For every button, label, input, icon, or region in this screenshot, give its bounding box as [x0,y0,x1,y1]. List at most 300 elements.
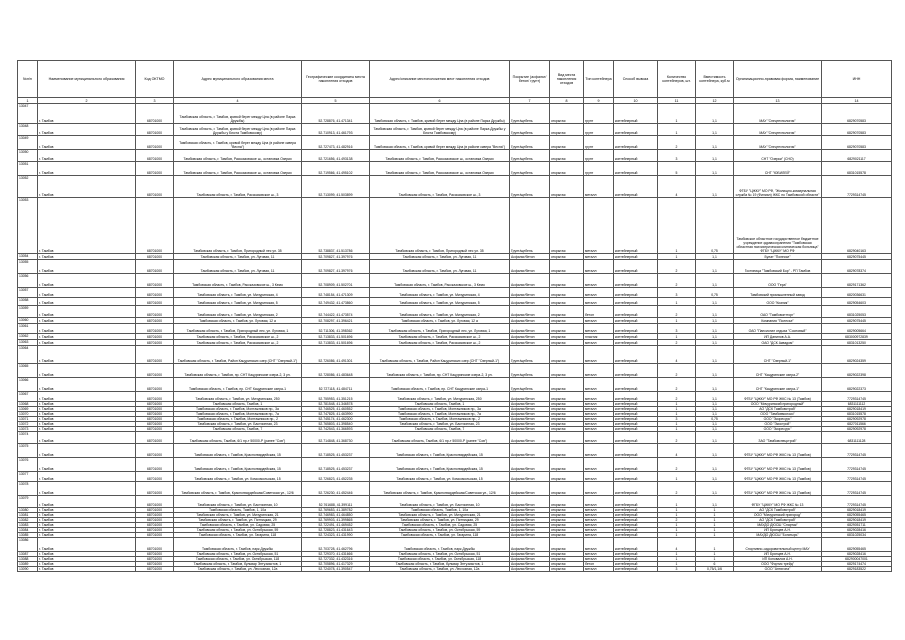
coordinates: 52.781548, 41.346578 [302,402,370,407]
site-address: Тамбовская область, г. Тамбов, ул. Октябрьская, 51 [174,552,302,557]
municipality-name: г. Тамбов [38,176,136,198]
location-description: Тамбовская область, г. Тамбов, кривой берег между Цна (в районе сквера "Весна") [370,136,510,150]
surface-cover: Асфальт/бетон [510,562,550,567]
container-volume: 1,1 [696,162,734,176]
container-volume: 1,1 [696,324,734,334]
municipality-name: г. Тамбов [38,482,136,496]
column-header: Покрытие (асфальт/бетон/ грунт) [510,61,550,98]
container-count: 1 [658,523,696,528]
inn-code: 7729314745 [822,444,892,458]
table-row [18,513,892,518]
column-number: 7 [510,98,550,104]
inn-code: 6829092978 [822,417,892,422]
coordinates: 52.769903, 41.399865 [302,518,370,523]
inn-code: 6831025034 [822,533,892,538]
removal-method: контейнерный [614,518,658,523]
site-address: Тамбовская область, г. Тамбов, парк Дружбы [174,538,302,552]
container-volume: 1,1 [696,378,734,392]
site-address: Тамбовская область, г. Тамбов, кривой берег между Цна (в районе Парка Дружбы у Бюста Тамбовскому) [174,124,302,136]
municipality-name: г. Тамбов [38,162,136,176]
table-row [18,176,892,198]
municipality-name: г. Тамбов [38,124,136,136]
row-number: 13062 [18,334,38,340]
inn-code: 6829028416 [822,552,892,557]
container-volume: 1,1 [696,298,734,306]
column-header: Адрес муниципального образования места [174,61,302,98]
site-kind: открытая [550,318,584,324]
site-address: Тамбовская область, г. Тамбов, пр. СНТ Кацуринские озера-2, 3 ул. [174,364,302,378]
site-address: Тамбовская область, г. Тамбов, Красногвардейская, 15 [174,444,302,458]
site-kind: открытая [550,472,584,482]
municipality-name: г. Тамбов [38,298,136,306]
site-address: Тамбовская область, г. Тамбов, кривой берег между Цна (в районе Парка Дружбы) [174,104,302,124]
coordinates: 52.742543, 41.366593 [302,427,370,432]
table-row [18,508,892,513]
inn-code: 6829171362 [822,274,892,288]
location-description: Тамбовская область, г. Тамбов, ул. Октябрьская, 59 [370,528,510,533]
row-number: 13076 [18,458,38,472]
container-type: металл [584,528,614,533]
row-number: 13084 [18,528,38,533]
container-volume: 1,1 [696,422,734,427]
surface-cover: Асфальт/бетон [510,427,550,432]
table-row [18,324,892,334]
surface-cover: Грунт/щебень [510,104,550,124]
organization-name: ОАО "ДСК Аквадом" [734,340,822,346]
organization-name: ИП Коновалов А.Н. [734,557,822,562]
site-address: Тамбовская область, Тамбов, 1 [174,402,302,407]
container-volume: 1 [696,523,734,528]
organization-name: Гостиница "Тамбовский Бор" - РП Тамбов [734,260,822,274]
site-address: Тамбовская область, г. Тамбов, Район Кацуринских озер (СНТ "Озерный-1") [174,346,302,364]
row-number: 13088 [18,557,38,562]
municipality-name: г. Тамбов [38,513,136,518]
container-volume: 1 [696,557,734,562]
municipality-name: г. Тамбов [38,136,136,150]
surface-cover: Грунт/щебень [510,378,550,392]
removal-method: контейнерный [614,198,658,254]
surface-cover: Асфальт/бетон [510,567,550,572]
site-address: Тамбовская область, г. Тамбов, бульвар Энтузиастов, 1 [174,562,302,567]
inn-code: 6829022373 [822,378,892,392]
organization-name: ООО "Фортис трейд" [734,562,822,567]
column-header: Код ОКТМО [136,61,174,98]
location-description: Тамбовская область, г. Тамбов, Монтажников пр., 2 [370,417,510,422]
inn-code: 6831015578 [822,412,892,417]
row-number: 13066 [18,378,38,392]
row-number: 13080 [18,508,38,513]
site-kind: открытая [550,482,584,496]
surface-cover: Асфальт/бетон [510,538,550,552]
coordinates: 52.713833, 41.501696 [302,334,370,340]
location-description: Тамбовская область, г. Тамбов, Рассказовское ш., 2 [370,340,510,346]
site-kind: открытая [550,567,584,572]
inn-code: 6829078374 [822,260,892,274]
site-address: Тамбовская область, г. Тамбов, ул. Мичуринская, 21 [174,513,302,518]
municipality-name: г. Тамбов [38,518,136,523]
site-address: Тамбовская область, Тамбов, 7 [174,427,302,432]
oktmo-code: 68701000 [136,340,174,346]
site-address: Тамбовская область, г. Тамбов, ул. Мичуринская, 2 [174,306,302,318]
inn-code: 6829051711 [822,523,892,528]
container-type: грунт [584,124,614,136]
container-volume: 1,1 [696,340,734,346]
organization-name: ФГБУ "ЦЖКУ" МО РФ ЖКС № 13 (Тамбов) [734,472,822,482]
container-type: грунт [584,136,614,150]
container-type: пластик [584,334,614,340]
site-address: Тамбовская область, г. Тамбов, ул. Бастионная, 23 [174,422,302,427]
container-count: 1 [658,298,696,306]
row-number: 13052 [18,176,38,198]
removal-method: контейнерный [614,417,658,422]
table-row [18,496,892,508]
container-volume: 0,75/1,1/6 [696,567,734,572]
row-number: 13061 [18,324,38,334]
site-kind: открытая [550,104,584,124]
location-description: Тамбовская область, г. Тамбов, ул. Комсомольская, 15 [370,472,510,482]
location-description: Тамбовская область, г. Тамбов, ул. Луговая, 11 [370,260,510,274]
organization-name: ФГБУ "ЦЖКУ" МО РФ ЖКС № 13 (Тамбов) [734,392,822,402]
site-kind: открытая [550,562,584,567]
location-description: Тамбовская область, г. Тамбов, ул. Луговая, 11 [370,254,510,260]
removal-method: контейнерный [614,260,658,274]
container-volume: 1,1 [696,136,734,150]
removal-method: контейнерный [614,472,658,482]
removal-method: контейнерный [614,513,658,518]
municipality-name: г. Тамбов [38,427,136,432]
row-number: 13087 [18,552,38,557]
surface-cover: Грунт/щебень [510,346,550,364]
container-type: металл [584,458,614,472]
location-description: Тамбовская область, г. Тамбов, ул. Мичуринская, 5 [370,298,510,306]
municipality-name: г. Тамбов [38,567,136,572]
column-number: 2 [38,98,136,104]
organization-name: СНТ "Кацуринские озера-1" [734,378,822,392]
inn-code: 6829005664 [822,324,892,334]
container-volume: 6 [696,562,734,567]
coordinates: 52.761688, 41.399111 [302,496,370,508]
container-type: металл [584,392,614,402]
inn-code: 6829024359 [822,346,892,364]
municipality-name: г. Тамбов [38,318,136,324]
municipality-name: г. Тамбов [38,364,136,378]
table-row [18,518,892,523]
location-description: Тамбовская область, г. Тамбов, Пригородный лес, ул. Луговая, 1 [370,324,510,334]
row-number: 13082 [18,518,38,523]
container-count: 1 [658,508,696,513]
container-count: 2 [658,306,696,318]
organization-name: ООО "Тамбовмолоко" [734,412,822,417]
municipality-name: г. Тамбов [38,274,136,288]
oktmo-code: 68701000 [136,518,174,523]
container-count: 1 [658,552,696,557]
site-kind: открытая [550,346,584,364]
organization-name: МАУДО ДЮСШ "Спартак" [734,523,822,528]
site-address: Тамбовская область, г. Тамбов, Рассказовское ш., 2 [174,334,302,340]
inn-code: 6831025053 [822,306,892,318]
site-kind: открытая [550,162,584,176]
table-row [18,306,892,318]
coordinates: 52.714848, 41.368730 [302,432,370,444]
row-number: 13074 [18,432,38,444]
container-volume: 1,1 [696,364,734,378]
row-number: 13071 [18,417,38,422]
municipality-name: г. Тамбов [38,562,136,567]
site-kind: открытая [550,254,584,260]
container-type: грунт [584,162,614,176]
column-number: 13 [734,98,822,104]
surface-cover: Асфальт/бетон [510,422,550,427]
container-volume: 1 [696,533,734,538]
oktmo-code: 68701000 [136,402,174,407]
column-number: 11 [658,98,696,104]
site-kind: открытая [550,136,584,150]
site-kind: открытая [550,298,584,306]
coordinates: 52.746525, 41.460552 [302,407,370,412]
container-type: грунт [584,150,614,162]
oktmo-code: 68701000 [136,567,174,572]
table-row [18,346,892,364]
row-number: 13081 [18,513,38,518]
location-description: Тамбовская область, г. Тамбов, ул. Пятницкая, 29 [370,518,510,523]
removal-method: контейнерный [614,298,658,306]
surface-cover: Асфальт/бетон [510,407,550,412]
coordinates: 52.724078, 41.390547 [302,567,370,572]
row-number: 13060 [18,318,38,324]
inn-code: 6831013250 [822,340,892,346]
site-kind: открытая [550,422,584,427]
container-count: 2 [658,518,696,523]
row-number: 13083 [18,523,38,528]
location-description: Тамбовская область, г. Тамбов, бульвар Энтузиастов, 1 [370,562,510,567]
container-count: 3 [658,288,696,298]
removal-method: контейнерный [614,523,658,528]
site-kind: открытая [550,432,584,444]
container-count: 1 [658,124,696,136]
organization-name: ИП Брянцев А.Н. [734,552,822,557]
municipality-name: г. Тамбов [38,508,136,513]
coordinates: 52.708297, 41.396421 [302,318,370,324]
coordinates: 52.722491, 41.469452 [302,523,370,528]
row-number: 13056 [18,274,38,288]
table-row [18,567,892,572]
inn-code: 682900047001 [822,557,892,562]
inn-code: 683000972839 [822,334,892,340]
inn-code: 7729314745 [822,472,892,482]
coordinates: 52.769653, 41.389782 [302,508,370,513]
location-description: Тамбовская область, г. Тамбов, Рассказовское ш., 2 [370,334,510,340]
site-kind: открытая [550,508,584,513]
site-address: Тамбовская область, г. Тамбов, Красногвардейская, 15 [174,458,302,472]
oktmo-code: 68701000 [136,176,174,198]
organization-name: ЗАО "Тамбовспецстрой" [734,432,822,444]
oktmo-code: 68701000 [136,136,174,150]
location-description: Тамбовская область, г. Тамбов, Район Кацуринских озер (СНТ "Озерный-1") [370,346,510,364]
container-count: 1 [658,412,696,417]
column-number: 1 [18,98,38,104]
site-kind: открытая [550,306,584,318]
table-row [18,533,892,538]
organization-name: МАУ "Спецтехнология" [734,104,822,124]
site-kind: открытая [550,513,584,518]
municipality-name: г. Тамбов [38,198,136,254]
municipality-name: г. Тамбов [38,306,136,318]
column-number: 12 [696,98,734,104]
site-kind: открытая [550,324,584,334]
municipality-name: г. Тамбов [38,324,136,334]
site-address: Тамбовская область, Тамбов, 1, 10а [174,508,302,513]
surface-cover: Асфальт/бетон [510,557,550,562]
row-number: 13051 [18,162,38,176]
column-header: Способ вывоза [614,61,658,98]
row-number: 13067 [18,392,38,402]
organization-name: ОАО "Пансионат отдыха "Сосновый" [734,324,822,334]
coordinates: 52.728823, 41.431643 [302,528,370,533]
container-type: металл [584,364,614,378]
organization-name: Тамбовский промышленный завод [734,288,822,298]
surface-cover: Асфальт/бетон [510,508,550,513]
organization-name: ООО "Мичуринский пригородный" [734,402,822,407]
container-volume: 1 [696,552,734,557]
coordinates: 52.713099, 41.503899 [302,176,370,198]
inn-code: 6820036631 [822,288,892,298]
site-address: Тамбовская область, г. Тамбов, пр. СНТ Кацуринские озера-1 [174,378,302,392]
row-number: 13089 [18,562,38,567]
oktmo-code: 68701000 [136,523,174,528]
container-count: 2 [658,392,696,402]
municipality-name: г. Тамбов [38,288,136,298]
site-address: Тамбовская область, г. Тамбов, ул. Луговая, 11 [174,254,302,260]
surface-cover: Грунт/щебень [510,364,550,378]
organization-name: ООО "Гера" [734,274,822,288]
organization-name: ООО "Экострой" [734,422,822,427]
removal-method: контейнерный [614,162,658,176]
site-kind: открытая [550,334,584,340]
table-row [18,458,892,472]
municipality-name: г. Тамбов [38,346,136,364]
municipality-name: г. Тамбов [38,432,136,444]
row-number: 13090 [18,567,38,572]
site-kind: открытая [550,496,584,508]
removal-method: контейнерный [614,324,658,334]
container-type: металл [584,444,614,458]
oktmo-code: 68701000 [136,444,174,458]
inn-code: 6829174474 [822,562,892,567]
container-type: металл [584,538,614,552]
coordinates: 52.718525, 41.453237 [302,458,370,472]
organization-name: АО "ДСК Тамбовстрой" [734,518,822,523]
container-count: 2 [658,378,696,392]
site-kind: открытая [550,364,584,378]
oktmo-code: 68701000 [136,407,174,412]
table-row [18,407,892,412]
row-number: 13057 [18,288,38,298]
surface-cover: Асфальт/бетон [510,260,550,274]
removal-method: контейнерный [614,306,658,318]
column-number: 10 [614,98,658,104]
row-number: 13078 [18,482,38,496]
organization-name: АО "ДСК Тамбовстрой" [734,407,822,412]
container-type: металл [584,552,614,557]
site-address: Тамбовская область, г. Тамбов, ул. Лесхозная, 12а [174,567,302,572]
inn-code: 6831111112 [822,402,892,407]
site-kind: открытая [550,518,584,523]
inn-code: 6829018419 [822,518,892,523]
location-description: Тамбовская область, Тамбов, 1 [370,402,510,407]
location-description: Тамбовская область, г. Тамбов, ул. Октябрьская, 51 [370,552,510,557]
register-sheet [17,60,891,572]
site-address: Тамбовская область, г. Тамбов, Монтажников пр., 7а [174,412,302,417]
surface-cover: Асфальт/бетон [510,412,550,417]
removal-method: контейнерный [614,432,658,444]
inn-code: 6829092978 [822,427,892,432]
row-number: 13049 [18,136,38,150]
container-type: металл [584,518,614,523]
table-row [18,318,892,324]
container-count: 2 [658,482,696,496]
container-type: металл [584,318,614,324]
organization-name: ФГБУ "ЦЖКУ" МО РФ ЖКС № 13 (Тамбов) [734,458,822,472]
coordinates: 52.718525, 41.453237 [302,444,370,458]
location-description: Тамбовская область, г. Тамбов, Монтажников пр., 7а [370,412,510,417]
organization-name: ФГБУ "ЦЖКУ" МО РФ ЖКС № 13 (Тамбов) [734,482,822,496]
container-volume: 1 [696,513,734,518]
surface-cover: Асфальт/бетон [510,318,550,324]
coordinates: 52.746983, 41.464850 [302,513,370,518]
column-header: Вид места накопления отходов [550,61,584,98]
oktmo-code: 68701000 [136,124,174,136]
row-number: 13065 [18,364,38,378]
site-address: Тамбовская область, г. Тамбов, Пригородный лес, ул. Луговая, 1 [174,324,302,334]
municipality-name: г. Тамбов [38,422,136,427]
container-count: 3 [658,567,696,572]
surface-cover: Асфальт/бетон [510,482,550,496]
oktmo-code: 68701000 [136,458,174,472]
oktmo-code: 68701000 [136,562,174,567]
row-number: 13048 [18,124,38,136]
site-address: Тамбовская область, г. Тамбов, ул. Октябрьская, 118 [174,557,302,562]
site-kind: открытая [550,417,584,422]
site-address: Тамбовская область, г. Тамбов, Монтажников пр., 3а [174,407,302,412]
removal-method: контейнерный [614,562,658,567]
oktmo-code: 68701000 [136,392,174,402]
coordinates: 52.744422, 41.473574 [302,306,370,318]
coordinates: 52.728876, 41.471341 [302,104,370,124]
site-address: Тамбовская область, г. Тамбов, ул. Мичуринская, 250 [174,392,302,402]
coordinates: 52.747825, 41.463990 [302,412,370,417]
site-kind: открытая [550,427,584,432]
site-kind: открытая [550,340,584,346]
inn-code: 6829075445 [822,254,892,260]
container-type: металл [584,298,614,306]
oktmo-code: 68701000 [136,288,174,298]
site-address: Тамбовская область, г. Тамбов, ул. Садовая, 25 [174,523,302,528]
container-type: металл [584,432,614,444]
removal-method: контейнерный [614,346,658,364]
table-row [18,378,892,392]
site-kind: открытая [550,392,584,402]
organization-name: Тамбовское областное государственное бюджетное учреждение здравоохранения "Тамбовская областная психиатрическая клиническая больница" ФГБУ "ЦЖКУ" МО РФ [734,198,822,254]
site-kind: открытая [550,538,584,552]
location-description: Тамбовская область, г. Тамбов, Красногвардейская, 15 [370,458,510,472]
container-count: 1 [658,427,696,432]
coordinates: 52.727332, 41.432316 [302,557,370,562]
oktmo-code: 68701000 [136,432,174,444]
container-count: 2 [658,432,696,444]
container-volume: 1,1 [696,444,734,458]
inn-code: 6831015578 [822,162,892,176]
container-type: металл [584,567,614,572]
